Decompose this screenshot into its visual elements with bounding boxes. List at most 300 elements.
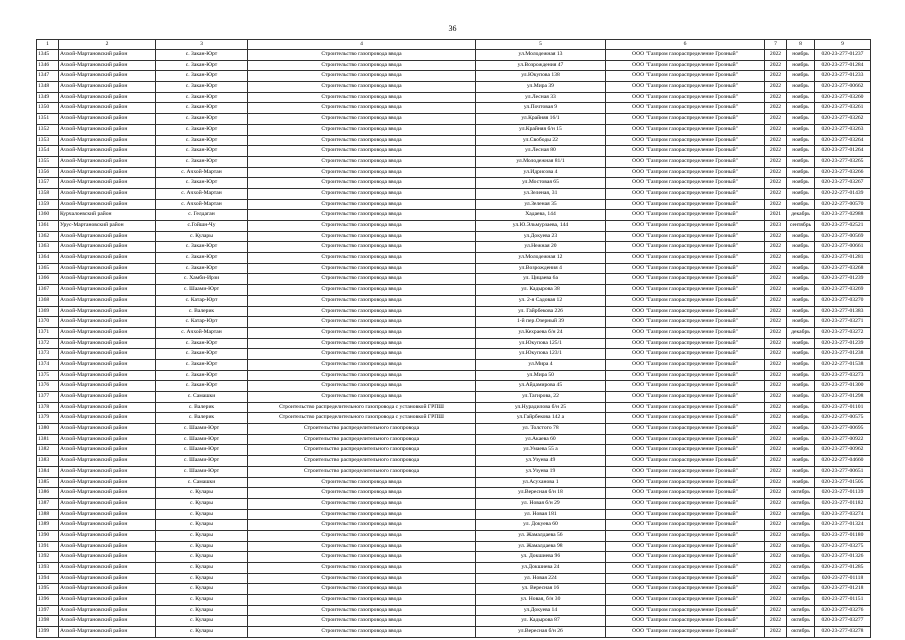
cell-address: ул.Молодежная 13 (476, 50, 606, 61)
cell-work-type: Строительство газопровода ввода (248, 221, 476, 232)
cell-address: ул.Нурадилова б/н 25 (476, 402, 606, 413)
cell-tu-number: 020-23-277-03274 (815, 509, 871, 520)
cell-tu-number: 020-23-277-01118 (815, 573, 871, 584)
cell-organization: ООО "Газпром газораспределение Грозный" (606, 338, 765, 349)
cell-address: ул. Гайрбекова 226 (476, 306, 606, 317)
table-row (37, 156, 871, 167)
table-row (37, 178, 871, 189)
cell-month: октябрь (787, 509, 815, 520)
cell-month: ноябрь (787, 434, 815, 445)
cell-organization: ООО "Газпром газораспределение Грозный" (606, 605, 765, 616)
table-row (37, 488, 871, 499)
cell-settlement: с. Закан-Юрт (156, 135, 248, 146)
cell-row-number: 1364 (37, 253, 59, 264)
table-row (37, 349, 871, 360)
cell-settlement: с. Катар-Юрт (156, 295, 248, 306)
cell-tu-number: 020-23-277-00662 (815, 82, 871, 93)
cell-district: Ачхой-Мартановский район (59, 156, 156, 167)
cell-row-number: 1373 (37, 349, 59, 360)
cell-settlement: с. Кулары (156, 595, 248, 606)
cell-settlement: с. Шаами-Юрт (156, 434, 248, 445)
cell-month: сентябрь (787, 221, 815, 232)
cell-row-number: 1395 (37, 584, 59, 595)
cell-settlement: с. Закан-Юрт (156, 156, 248, 167)
cell-row-number: 1381 (37, 434, 59, 445)
cell-row-number: 1347 (37, 71, 59, 82)
cell-work-type: Строительство газопровода ввода (248, 563, 476, 574)
cell-settlement: с. Закан-Юрт (156, 114, 248, 125)
cell-row-number: 1371 (37, 327, 59, 338)
cell-tu-number: 020-23-277-03268 (815, 263, 871, 274)
cell-settlement: с. Кулары (156, 627, 248, 638)
cell-organization: ООО "Газпром газораспределение Грозный" (606, 359, 765, 370)
cell-month: ноябрь (787, 445, 815, 456)
cell-address: ул.Лесная 33 (476, 92, 606, 103)
cell-organization: ООО "Газпром газораспределение Грозный" (606, 595, 765, 606)
cell-address: ул.Докуева 23 (476, 231, 606, 242)
cell-tu-number: 020-23-277-03267 (815, 178, 871, 189)
cell-tu-number: 020-23-277-03271 (815, 317, 871, 328)
table-row (37, 82, 871, 93)
table-row (37, 146, 871, 157)
cell-settlement: с. Шаами-Юрт (156, 466, 248, 477)
cell-work-type: Строительство распределительного газопровода (248, 466, 476, 477)
cell-work-type: Строительство газопровода ввода (248, 167, 476, 178)
cell-district: Ачхой-Мартановский район (59, 188, 156, 199)
cell-year: 2022 (765, 498, 787, 509)
cell-year: 2022 (765, 434, 787, 445)
cell-district: Ачхой-Мартановский район (59, 50, 156, 61)
cell-organization: ООО "Газпром газораспределение Грозный" (606, 103, 765, 114)
table-row (37, 317, 871, 328)
cell-settlement: с. Кулары (156, 530, 248, 541)
cell-row-number: 1382 (37, 445, 59, 456)
cell-month: октябрь (787, 573, 815, 584)
cell-work-type: Строительство газопровода ввода (248, 263, 476, 274)
cell-tu-number: 020-22-277-00575 (815, 413, 871, 424)
cell-organization: ООО "Газпром газораспределение Грозный" (606, 60, 765, 71)
cell-month: ноябрь (787, 253, 815, 264)
cell-tu-number: 020-23-277-03263 (815, 124, 871, 135)
cell-work-type: Строительство газопровода ввода (248, 295, 476, 306)
cell-year: 2022 (765, 530, 787, 541)
cell-district: Ачхой-Мартановский район (59, 359, 156, 370)
table-row (37, 60, 871, 71)
cell-organization: ООО "Газпром газораспределение Грозный" (606, 124, 765, 135)
table-row (37, 520, 871, 531)
cell-district: Ачхой-Мартановский район (59, 167, 156, 178)
table-row (37, 274, 871, 285)
cell-district: Ачхой-Мартановский район (59, 370, 156, 381)
cell-row-number: 1353 (37, 135, 59, 146)
table-row (37, 477, 871, 488)
cell-address: ул.Ю.Эльмурзаева, 144 (476, 221, 606, 232)
cell-address: ул.Возрождения 47 (476, 60, 606, 71)
cell-month: декабрь (787, 210, 815, 221)
cell-address: ул.Узуева 19 (476, 466, 606, 477)
cell-tu-number: 020-23-277-03262 (815, 114, 871, 125)
cell-settlement: с. Кулары (156, 605, 248, 616)
cell-address: ул. 2-я Садовая 12 (476, 295, 606, 306)
cell-year: 2022 (765, 627, 787, 638)
cell-month: ноябрь (787, 92, 815, 103)
cell-month: ноябрь (787, 477, 815, 488)
cell-month: ноябрь (787, 295, 815, 306)
table-row (37, 616, 871, 627)
cell-work-type: Строительство газопровода ввода (248, 584, 476, 595)
cell-tu-number: 020-23-277-03272 (815, 327, 871, 338)
cell-address: ул.Докуева 14 (476, 605, 606, 616)
cell-row-number: 1386 (37, 488, 59, 499)
cell-settlement: с. Шаами-Юрт (156, 456, 248, 467)
cell-year: 2022 (765, 146, 787, 157)
cell-district: Ачхой-Мартановский район (59, 595, 156, 606)
cell-organization: ООО "Газпром газораспределение Грозный" (606, 242, 765, 253)
column-number-header (37, 40, 871, 50)
cell-year: 2022 (765, 359, 787, 370)
cell-work-type: Строительство газопровода ввода (248, 188, 476, 199)
cell-tu-number: 020-23-277-03278 (815, 627, 871, 638)
cell-row-number: 1384 (37, 466, 59, 477)
cell-work-type: Строительство газопровода ввода (248, 498, 476, 509)
cell-district: Ачхой-Мартановский район (59, 242, 156, 253)
cell-month: ноябрь (787, 60, 815, 71)
cell-month: октябрь (787, 541, 815, 552)
cell-district: Ачхой-Мартановский район (59, 349, 156, 360)
cell-year: 2022 (765, 242, 787, 253)
table-row (37, 434, 871, 445)
cell-organization: ООО "Газпром газораспределение Грозный" (606, 413, 765, 424)
column-header-9: 9 (815, 40, 871, 50)
cell-settlement: с. Закан-Юрт (156, 253, 248, 264)
cell-tu-number: 020-23-277-01298 (815, 392, 871, 403)
cell-tu-number: 020-23-277-03261 (815, 103, 871, 114)
cell-settlement: с. Закан-Юрт (156, 146, 248, 157)
cell-tu-number: 020-23-277-03270 (815, 295, 871, 306)
table-row (37, 402, 871, 413)
cell-row-number: 1393 (37, 563, 59, 574)
table-row (37, 210, 871, 221)
cell-district: Ачхой-Мартановский район (59, 103, 156, 114)
cell-row-number: 1363 (37, 242, 59, 253)
table-row (37, 114, 871, 125)
cell-year: 2022 (765, 338, 787, 349)
cell-work-type: Строительство газопровода ввода (248, 359, 476, 370)
table-row (37, 50, 871, 61)
table-row (37, 530, 871, 541)
cell-work-type: Строительство распределительного газопровода (248, 456, 476, 467)
cell-address: ул. Кадырова 87 (476, 616, 606, 627)
cell-work-type: Строительство газопровода ввода (248, 616, 476, 627)
cell-row-number: 1354 (37, 146, 59, 157)
cell-row-number: 1383 (37, 456, 59, 467)
cell-work-type: Строительство распределительного газопровода с установкой ГРПШ (248, 413, 476, 424)
cell-row-number: 1360 (37, 210, 59, 221)
cell-organization: ООО "Газпром газораспределение Грозный" (606, 498, 765, 509)
register-table (36, 39, 871, 638)
cell-row-number: 1375 (37, 370, 59, 381)
cell-settlement: с. Кулары (156, 541, 248, 552)
cell-tu-number: 020-23-277-03276 (815, 605, 871, 616)
cell-year: 2022 (765, 50, 787, 61)
cell-settlement: с. Закан-Юрт (156, 242, 248, 253)
cell-tu-number: 020-23-277-01218 (815, 584, 871, 595)
cell-month: ноябрь (787, 71, 815, 82)
cell-tu-number: 020-22-277-04660 (815, 456, 871, 467)
cell-year: 2022 (765, 520, 787, 531)
cell-organization: ООО "Газпром газораспределение Грозный" (606, 477, 765, 488)
cell-row-number: 1346 (37, 60, 59, 71)
cell-settlement: с. Закан-Юрт (156, 92, 248, 103)
cell-row-number: 1376 (37, 381, 59, 392)
cell-work-type: Строительство газопровода ввода (248, 627, 476, 638)
table-row (37, 221, 871, 232)
cell-address: ул. Докуева 60 (476, 520, 606, 531)
table-row (37, 627, 871, 638)
cell-settlement: с. Закан-Юрт (156, 349, 248, 360)
cell-tu-number: 020-23-277-01281 (815, 253, 871, 264)
column-header-4: 4 (248, 40, 476, 50)
cell-organization: ООО "Газпром газораспределение Грозный" (606, 178, 765, 189)
cell-district: Ачхой-Мартановский район (59, 530, 156, 541)
cell-settlement: с. Закан-Юрт (156, 370, 248, 381)
table-row (37, 188, 871, 199)
cell-month: октябрь (787, 627, 815, 638)
cell-row-number: 1374 (37, 359, 59, 370)
cell-month: ноябрь (787, 231, 815, 242)
cell-work-type: Строительство газопровода ввода (248, 370, 476, 381)
cell-address: ул.Вересная б/н 26 (476, 627, 606, 638)
cell-work-type: Строительство газопровода ввода (248, 595, 476, 606)
cell-address: ул. Новая 181 (476, 509, 606, 520)
cell-district: Ачхой-Мартановский район (59, 178, 156, 189)
cell-row-number: 1369 (37, 306, 59, 317)
cell-year: 2022 (765, 285, 787, 296)
cell-year: 2022 (765, 456, 787, 467)
cell-work-type: Строительство газопровода ввода (248, 253, 476, 264)
cell-district: Ачхой-Мартановский район (59, 477, 156, 488)
cell-row-number: 1356 (37, 167, 59, 178)
cell-settlement: с. Закан-Юрт (156, 71, 248, 82)
cell-district: Ачхой-Мартановский район (59, 253, 156, 264)
cell-year: 2022 (765, 413, 787, 424)
table-row (37, 605, 871, 616)
cell-work-type: Строительство газопровода ввода (248, 552, 476, 563)
cell-address: ул.Узуева 49 (476, 456, 606, 467)
cell-settlement: с. Закан-Юрт (156, 178, 248, 189)
cell-month: октябрь (787, 584, 815, 595)
cell-row-number: 1387 (37, 498, 59, 509)
cell-district: Ачхой-Мартановский район (59, 466, 156, 477)
cell-settlement: с. Кулары (156, 563, 248, 574)
table-row (37, 306, 871, 317)
cell-tu-number: 020-23-277-01326 (815, 552, 871, 563)
cell-tu-number: 020-23-277-01264 (815, 146, 871, 157)
cell-tu-number: 020-23-277-00695 (815, 424, 871, 435)
table-row (37, 253, 871, 264)
cell-address: ул.Кехраева б/н 24 (476, 327, 606, 338)
cell-district: Ачхой-Мартановский район (59, 135, 156, 146)
cell-tu-number: 020-23-277-03265 (815, 156, 871, 167)
cell-address: ул. Вересная 16 (476, 584, 606, 595)
cell-month: ноябрь (787, 188, 815, 199)
cell-address: ул.Юкупова 123/1 (476, 349, 606, 360)
table-row (37, 498, 871, 509)
cell-row-number: 1349 (37, 92, 59, 103)
cell-district: Ачхой-Мартановский район (59, 92, 156, 103)
cell-work-type: Строительство газопровода ввода (248, 103, 476, 114)
cell-row-number: 1385 (37, 477, 59, 488)
cell-work-type: Строительство распределительного газопровода (248, 424, 476, 435)
cell-settlement: с. Ачхой-Мартан (156, 199, 248, 210)
cell-month: ноябрь (787, 413, 815, 424)
cell-tu-number: 020-22-277-00570 (815, 199, 871, 210)
column-header-6: 6 (606, 40, 765, 50)
cell-row-number: 1367 (37, 285, 59, 296)
cell-row-number: 1355 (37, 156, 59, 167)
cell-address: ул.Молодежная 12 (476, 253, 606, 264)
cell-settlement: с. Кулары (156, 552, 248, 563)
cell-month: ноябрь (787, 338, 815, 349)
cell-organization: ООО "Газпром газораспределение Грозный" (606, 114, 765, 125)
cell-address: ул.Мира 50 (476, 370, 606, 381)
table-row (37, 392, 871, 403)
cell-district: Ачхой-Мартановский район (59, 552, 156, 563)
cell-organization: ООО "Газпром газораспределение Грозный" (606, 92, 765, 103)
cell-work-type: Строительство газопровода ввода (248, 114, 476, 125)
table-row (37, 563, 871, 574)
cell-row-number: 1361 (37, 221, 59, 232)
cell-address: ул.Юкупова 138 (476, 71, 606, 82)
cell-organization: ООО "Газпром газораспределение Грозный" (606, 167, 765, 178)
cell-district: Ачхой-Мартановский район (59, 456, 156, 467)
cell-organization: ООО "Газпром газораспределение Грозный" (606, 445, 765, 456)
page-number: 36 (448, 24, 457, 33)
cell-settlement: с. Кулары (156, 520, 248, 531)
cell-settlement: с. Кулары (156, 584, 248, 595)
cell-tu-number: 020-23-277-00922 (815, 434, 871, 445)
cell-district: Ачхой-Мартановский район (59, 402, 156, 413)
column-header-7: 7 (765, 40, 787, 50)
cell-tu-number: 020-23-277-03260 (815, 92, 871, 103)
cell-row-number: 1398 (37, 616, 59, 627)
cell-organization: ООО "Газпром газораспределение Грозный" (606, 584, 765, 595)
cell-address: ул.Вересная б/н 18 (476, 488, 606, 499)
cell-district: Ачхой-Мартановский район (59, 317, 156, 328)
cell-month: ноябрь (787, 50, 815, 61)
cell-year: 2021 (765, 210, 787, 221)
cell-settlement: с. Хамби-Ирзи (156, 274, 248, 285)
cell-month: октябрь (787, 595, 815, 606)
cell-tu-number: 020-23-277-03277 (815, 616, 871, 627)
cell-tu-number: 020-23-277-03275 (815, 541, 871, 552)
cell-tu-number: 020-23-277-01139 (815, 488, 871, 499)
table-row (37, 71, 871, 82)
cell-month: ноябрь (787, 178, 815, 189)
cell-work-type: Строительство газопровода ввода (248, 520, 476, 531)
cell-work-type: Строительство газопровода ввода (248, 60, 476, 71)
cell-settlement: с. Кулары (156, 616, 248, 627)
cell-district: Ачхой-Мартановский район (59, 274, 156, 285)
cell-year: 2022 (765, 231, 787, 242)
cell-year: 2022 (765, 616, 787, 627)
cell-month: ноябрь (787, 392, 815, 403)
cell-district: Ачхой-Мартановский район (59, 295, 156, 306)
cell-organization: ООО "Газпром газораспределение Грозный" (606, 466, 765, 477)
cell-district: Ачхой-Мартановский район (59, 306, 156, 317)
cell-address: ул.Зеленая 35 (476, 199, 606, 210)
cell-address: ул.Умаева 55 а (476, 445, 606, 456)
cell-year: 2022 (765, 178, 787, 189)
cell-year: 2022 (765, 82, 787, 93)
cell-year: 2022 (765, 509, 787, 520)
cell-settlement: с. Закан-Юрт (156, 82, 248, 93)
cell-address: ул.Айдамирова 45 (476, 381, 606, 392)
cell-district: Ачхой-Мартановский район (59, 445, 156, 456)
cell-row-number: 1397 (37, 605, 59, 616)
table-row (37, 92, 871, 103)
cell-address: ул.Крайняя 16/1 (476, 114, 606, 125)
cell-year: 2022 (765, 92, 787, 103)
cell-month: октябрь (787, 520, 815, 531)
cell-district: Урус-Мартановский район (59, 221, 156, 232)
cell-settlement: с. Самашки (156, 392, 248, 403)
cell-month: ноябрь (787, 124, 815, 135)
cell-row-number: 1399 (37, 627, 59, 638)
cell-year: 2022 (765, 167, 787, 178)
cell-tu-number: 020-23-277-01151 (815, 595, 871, 606)
cell-organization: ООО "Газпром газораспределение Грозный" (606, 188, 765, 199)
cell-month: октябрь (787, 605, 815, 616)
cell-address: ул. Докшиева 96 (476, 552, 606, 563)
cell-year: 2022 (765, 424, 787, 435)
cell-year: 2022 (765, 488, 787, 499)
cell-organization: ООО "Газпром газораспределение Грозный" (606, 530, 765, 541)
cell-district: Ачхой-Мартановский район (59, 509, 156, 520)
cell-address: ул. Новая 224 (476, 573, 606, 584)
cell-year: 2022 (765, 552, 787, 563)
cell-organization: ООО "Газпром газораспределение Грозный" (606, 285, 765, 296)
cell-address: ул.Асуханова 1 (476, 477, 606, 488)
cell-organization: ООО "Газпром газораспределение Грозный" (606, 456, 765, 467)
table-row (37, 584, 871, 595)
cell-settlement: с. Закан-Юрт (156, 103, 248, 114)
cell-month: ноябрь (787, 424, 815, 435)
cell-organization: ООО "Газпром газораспределение Грозный" (606, 520, 765, 531)
cell-organization: ООО "Газпром газораспределение Грозный" (606, 573, 765, 584)
cell-settlement: с. Закан-Юрт (156, 263, 248, 274)
cell-year: 2022 (765, 263, 787, 274)
cell-organization: ООО "Газпром газораспределение Грозный" (606, 402, 765, 413)
cell-tu-number: 020-23-277-03269 (815, 285, 871, 296)
cell-organization: ООО "Газпром газораспределение Грозный" (606, 231, 765, 242)
cell-tu-number: 020-23-277-02988 (815, 210, 871, 221)
cell-settlement: с. Закан-Юрт (156, 50, 248, 61)
cell-district: Ачхой-Мартановский район (59, 616, 156, 627)
cell-address: ул.Докшиева 24 (476, 563, 606, 574)
table-row (37, 445, 871, 456)
cell-organization: ООО "Газпром газораспределение Грозный" (606, 50, 765, 61)
cell-address: ул.Свободы 22 (476, 135, 606, 146)
cell-organization: ООО "Газпром газораспределение Грозный" (606, 306, 765, 317)
table-row (37, 541, 871, 552)
cell-tu-number: 020-23-277-01180 (815, 530, 871, 541)
cell-month: ноябрь (787, 135, 815, 146)
cell-year: 2022 (765, 381, 787, 392)
cell-address: ул. Кадырова 38 (476, 285, 606, 296)
cell-organization: ООО "Газпром газораспределение Грозный" (606, 327, 765, 338)
cell-work-type: Строительство газопровода ввода (248, 146, 476, 157)
